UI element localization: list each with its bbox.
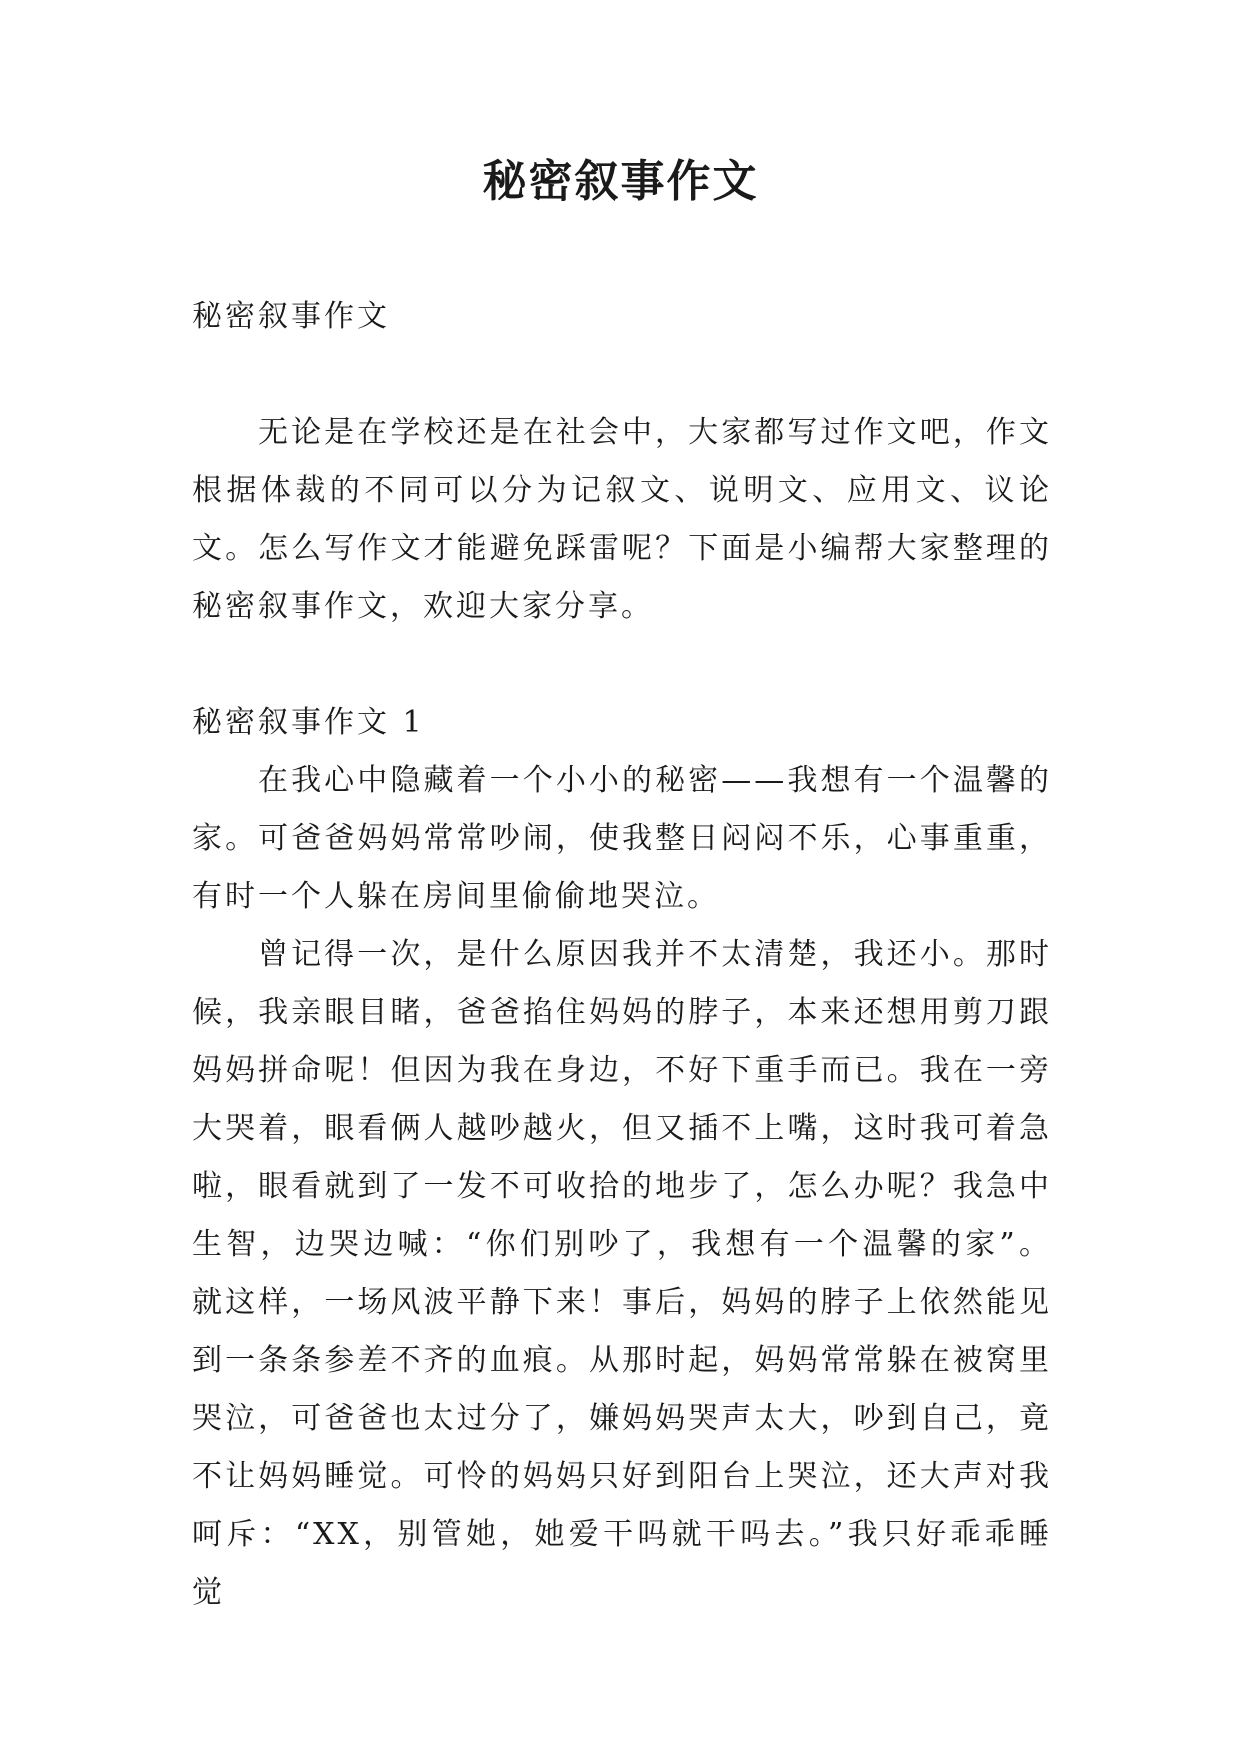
document-title: 秘密叙事作文 (482, 156, 759, 207)
section-paragraph: 曾记得一次，是什么原因我并不太清楚，我还小。那时候，我亲眼目睹，爸爸掐住妈妈的脖子，本来还想用剪刀跟妈妈拼命呢！但因为我在身边，不好下重手而已。我在一旁大哭着，眼看俩人越吵越火，但又插不上嘴，这时我可着急啦，眼看就到了一发不可收拾的地步了，怎么办呢？我急中生智，边哭边喊：“你们别吵了，我想有一个温馨的家”。就这样，一场风波平静下来！事后，妈妈的脖子上依然能见到一条条参差不齐的血痕。从那时起，妈妈常常躲在被窝里哭泣，可爸爸也太过分了，嫌妈妈哭声太大，吵到自己，竟不让妈妈睡觉。可怜的妈妈只好到阳台上哭泣，还大声对我呵斥：“XX，别管她，她爱干吗就干吗去。”我只好乖乖睡觉 (192, 937, 1052, 1610)
document-subtitle: 秘密叙事作文 (192, 299, 390, 334)
intro-paragraph: 无论是在学校还是在社会中，大家都写过作文吧，作文根据体裁的不同可以分为记叙文、说明文、应用文、议论文。怎么写作文才能避免踩雷呢？下面是小编帮大家整理的秘密叙事作文，欢迎大家分享。 (192, 415, 1052, 624)
section-paragraph: 在我心中隐藏着一个小小的秘密——我想有一个温馨的家。可爸爸妈妈常常吵闹，使我整日闷闷不乐，心事重重，有时一个人躲在房间里偷偷地哭泣。 (192, 763, 1052, 914)
section-heading: 秘密叙事作文 1 (192, 705, 425, 740)
